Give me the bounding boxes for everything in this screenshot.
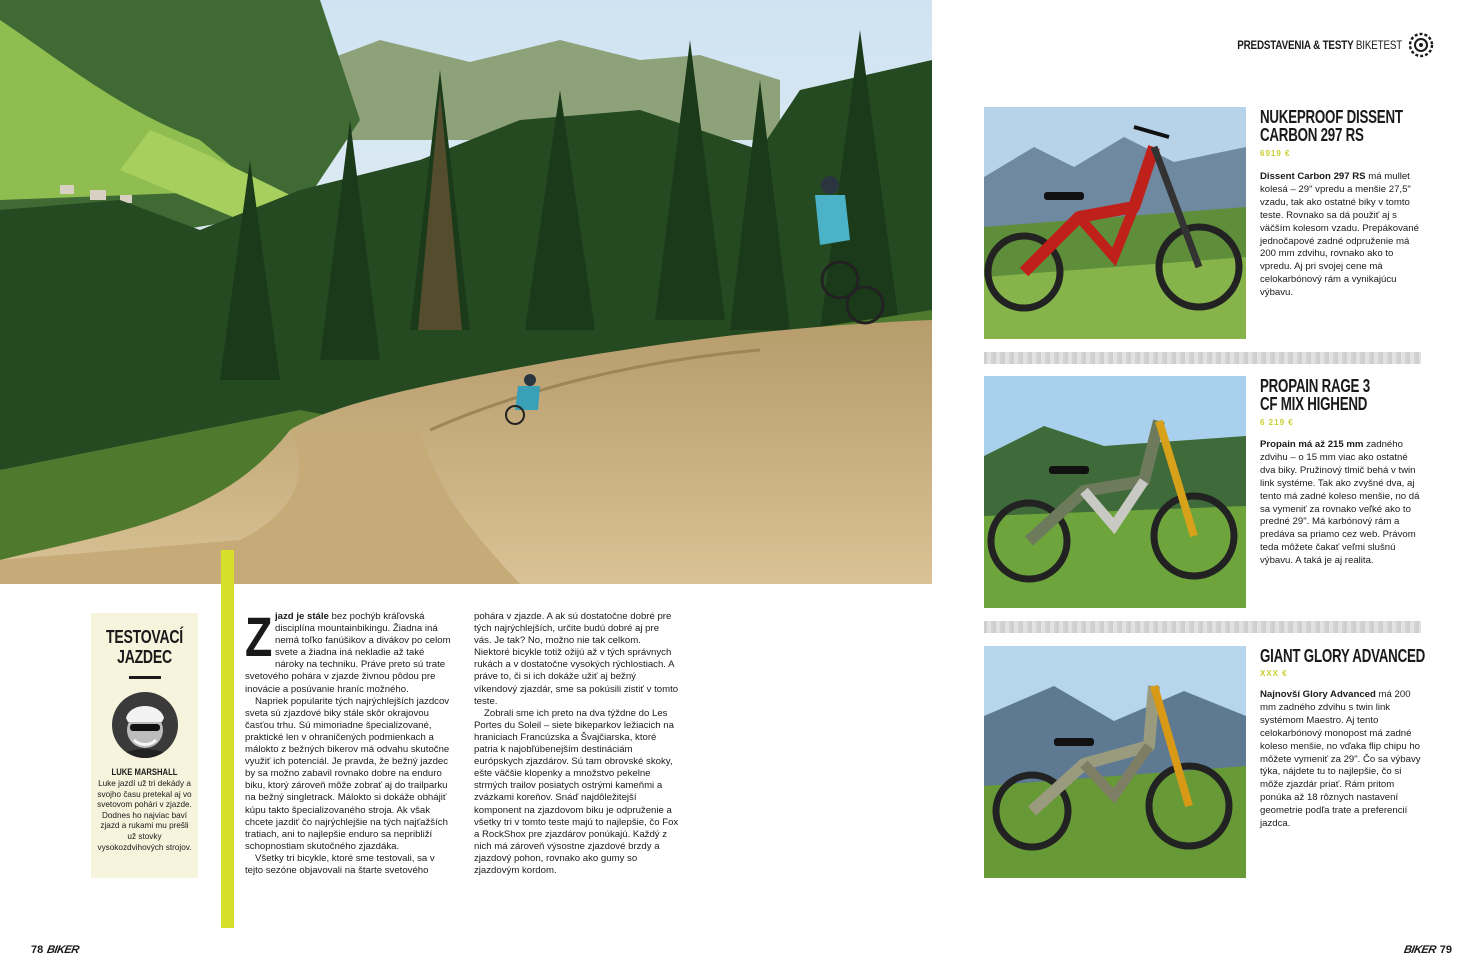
bicycle-photo [984, 107, 1246, 339]
paragraph: bez pochýb kráľovská disciplína mountainbikingu. Žiadna iná nemá toľko fanúšikov a divákov po celom svete a žiadna iná nekladie až také nároky na techniku. Práve preto sú trate svetového pohára v zjazde živnou pôdou pre inovácie a posúvanie hraníc možného. [245, 611, 451, 695]
rider-sidebar [91, 613, 198, 878]
divider [984, 621, 1421, 633]
paragraph: pohára v zjazde. A ak sú dostatočne dobré pre tých najrýchlejších, určite budú dobré aj pre vás. Je tak? No, možno nie tak celkom. Niektoré bicykle totiž ožijú až v tých správnych rukách a v dostatočne vysokých rýchlostiach. A práve to, či si ich dokáže užiť aj bežný víkendový zjazdár, sme sa pokúsili zistiť v tomto teste. [474, 611, 679, 707]
bicycle-photo [984, 646, 1246, 878]
bike-price: 6 219 € [1260, 418, 1294, 427]
article-column-2 [474, 611, 679, 877]
bike-price: 6919 € [1260, 149, 1291, 158]
rider-name: LUKE MARSHALL [111, 767, 178, 777]
accent-bar [221, 550, 234, 928]
mountain-bike-photo [0, 0, 932, 584]
bicycle-photo [984, 376, 1246, 608]
paragraph: Zobrali sme ich preto na dva týždne do Les Portes du Soleil – siete bikeparkov ležiacich na hraniciach Francúzska a Švajčiarska, ktoré patria k najobľúbenejším destináciám európskych zjazdárov. Sú tam obrovské skoky, ešte väčšie klopenky a množstvo pekelne strmých trailov posiatych ostrými kameňmi a zvázkami koreňov. Snáď najdôležitejší komponent na zjazdovom biku je odpruženie a všetky tri v tomto teste majú to najlepšie, čo Fox a RockShox pre zjazdárov ponúkajú. Každý z nich má zároveň výsostne zjazdové brzdy a zjazdový pohon, rovnako ako gumy so zjazdovým kordom. [474, 707, 679, 876]
title-rule [129, 676, 161, 679]
hero-photo [0, 0, 932, 584]
gear-icon [1408, 32, 1434, 58]
bike-title: NUKEPROOF DISSENT CARBON 297 RS [1260, 107, 1403, 145]
bike-description: Propain má až 215 mm zadného zdvihu – o 15 mm viac ako ostatné dva biky. Pružinový tlmič behá v twin link systéme. Tak ako zvyšné dva, aj tento má zadné koleso menšie, no dá sa vymeniť za rovnako veľké ako to predné 29". Má karbónový rám a predáva sa priamo cez web. Právom teda môžete čakať veľmi slušnú výbavu. A taká je aj realita. [1260, 439, 1420, 567]
bike-description: Dissent Carbon 297 RS má mullet kolesá – 29" vpredu a menšie 27,5" vzadu, tak ako ostatné biky v tomto teste. Rovnako sa dá použiť aj s väčším kolesom vzadu. Prepákované jednočapové zadné odpruženie má 200 mm zdvihu, rovnako ako to vpredu. Aj pri svojej cene má celokarbónový rám a vynikajúcu výbavu. [1260, 171, 1419, 299]
article-column-1 [245, 605, 453, 877]
bike-title: PROPAIN RAGE 3 CF MIX HIGHEND [1260, 376, 1370, 414]
section-header [1201, 32, 1434, 58]
page-number-left: 78 BIKER [31, 944, 81, 956]
avatar [112, 692, 178, 758]
category-label: BIKETEST [1355, 38, 1402, 52]
bike-photo-giant [984, 646, 1246, 878]
lead-text: jazd je stále [275, 611, 329, 622]
paragraph: Všetky tri bicykle, ktoré sme testovali, sa v tejto sezóne objavovali na štarte svetového [245, 852, 435, 876]
page-number-right: BIKER 79 [1402, 944, 1452, 956]
bike-photo-nukeproof [984, 107, 1246, 339]
brand-logo: BIKER [46, 944, 81, 956]
bike-title: GIANT GLORY ADVANCED [1260, 646, 1426, 666]
brand-logo: BIKER [1402, 944, 1437, 956]
paragraph: Napriek popularite tých najrýchlejších jazdcov sveta sú zjazdové biky stále skôr okrajovou časťou trhu. Sú mimoriadne špecializované, praktické len v ohraničených podmienkach a málokto z bežných bikerov má odvahu skutočne využiť ich potenciál. Je pravda, že bežný jazdec by sa možno zabavil rovnako dobre na enduro biku, ktorý zároveň môže zobrať aj do trailparku na bežný singletrack. Málokto si dokáže obhájiť kúpu takto špecializovaného stroja. Ak však chcete jazdiť čo najrýchlejšie na tých najťažších tratiach, ani to najlepšie enduro sa nepribliží schopnostiam skutočného zjazdáka. [245, 695, 450, 852]
bike-description: Najnovší Glory Advanced má 200 mm zadného zdvihu s twin link systémom Maestro. Aj tento celokarbónový monopost má zadné koleso menšie, no vďaka flip chipu ho môžete vymeniť za 29". Čo sa výbavy týka, nájdete tu to najlepšie, čo si môže zjazdár priať. Rám pritom ponúka až 18 rôznych nastavení geometrie podľa trate a preferencií jazdca. [1260, 689, 1421, 830]
section-label: PREDSTAVENIA & TESTY [1237, 38, 1354, 52]
rider-title: TESTOVACÍ JAZDEC [106, 627, 183, 667]
bike-price: XXX € [1260, 669, 1288, 678]
divider [984, 352, 1421, 364]
dropcap: Z [245, 605, 273, 668]
rider-description: Luke jazdí už tri dekády a svojho času pretekal aj vo svetovom pohári v zjazde. Dodnes ho najviac baví zjazd a rukami mu prešli už stovky vysokozdvihových strojov. [97, 779, 192, 852]
bike-photo-propain [984, 376, 1246, 608]
